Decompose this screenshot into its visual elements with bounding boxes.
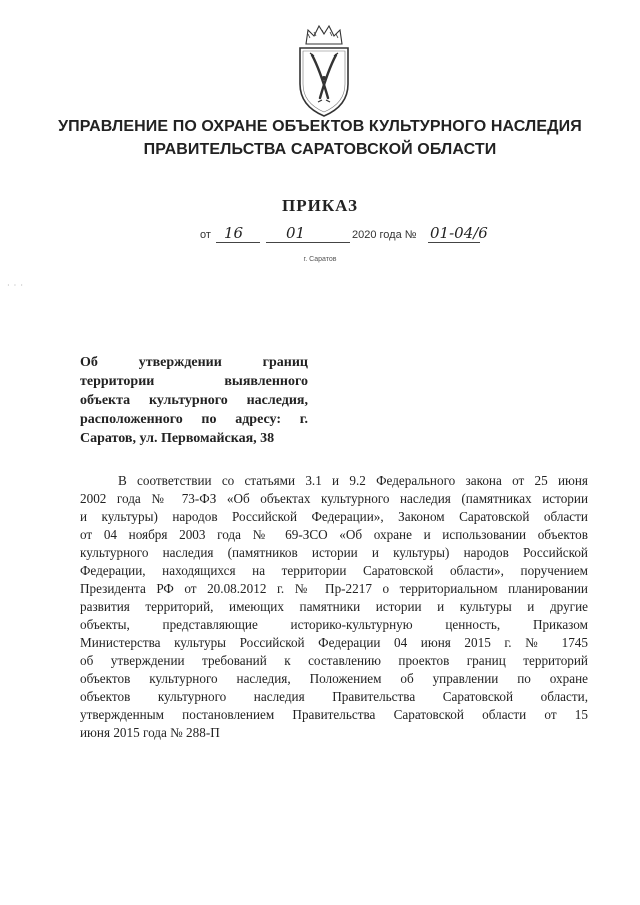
body-line: Министерства культуры Российской Федерации 04 июня 2015 г. № 1745 [80, 635, 588, 650]
day-underline [216, 242, 260, 243]
coat-of-arms-icon [292, 22, 356, 120]
margin-mark: · · · [7, 281, 24, 290]
body-line: объектов культурного наследия, Положением об управлении по охране [80, 671, 588, 686]
city-label: г. Саратов [303, 256, 337, 263]
subject-line: Об утверждении границ [80, 355, 308, 370]
body-line: об утверждении требований к составлению проектов границ территорий [80, 653, 588, 668]
subject-line: Саратов, ул. Первомайская, 38 [80, 431, 275, 446]
order-subject [80, 353, 308, 448]
subject-line: объекта культурного наследия, [80, 393, 308, 408]
order-month: 01 [286, 224, 306, 242]
body-line: утвержденным постановлением Правительства Саратовской области от 15 [80, 707, 588, 722]
order-date-line [200, 226, 490, 246]
order-body-paragraph [80, 472, 588, 742]
body-line: Президента РФ от 20.08.2012 г. № Пр-2217 о территориальном планировании [80, 581, 588, 596]
body-line: культурного наследия (памятников истории и культуры) народов Российской [80, 545, 588, 560]
subject-line: территории выявленного [80, 374, 308, 389]
month-underline [266, 242, 350, 243]
body-line: 2002 года № 73-ФЗ «Об объектах культурного наследия (памятниках истории [80, 491, 588, 506]
order-year: 2020 года № [352, 229, 417, 241]
body-line: июня 2015 года № 288-П [80, 725, 220, 740]
body-line: и культуры) народов Российской Федерации», Законом Саратовской области [80, 509, 588, 524]
body-line: развития территорий, имеющих памятники истории и культуры и другие [80, 599, 588, 614]
order-day: 16 [224, 224, 244, 242]
body-line: объектов культурного наследия Правительства Саратовской области, [80, 689, 588, 704]
number-underline [428, 242, 480, 243]
order-number: 01-04/6 [430, 224, 488, 242]
body-line: Федерации, находящихся на территории Саратовской области», поручением [80, 563, 588, 578]
document-title: ПРИКАЗ [282, 196, 358, 215]
date-prefix: от [200, 229, 211, 241]
subject-line: расположенного по адресу: г. [80, 412, 308, 427]
body-line: В соответствии со статьями 3.1 и 9.2 Федерального закона от 25 июня [118, 473, 588, 488]
body-line: от 04 ноября 2003 года № 69-ЗСО «Об охране и использовании объектов [80, 527, 588, 542]
organization-name-line1: УПРАВЛЕНИЕ ПО ОХРАНЕ ОБЪЕКТОВ КУЛЬТУРНОГО НАСЛЕДИЯ [58, 118, 582, 135]
organization-name-line2: ПРАВИТЕЛЬСТВА САРАТОВСКОЙ ОБЛАСТИ [143, 141, 497, 158]
body-line: объекты, представляющие историко-культурную ценность, Приказом [80, 617, 588, 632]
